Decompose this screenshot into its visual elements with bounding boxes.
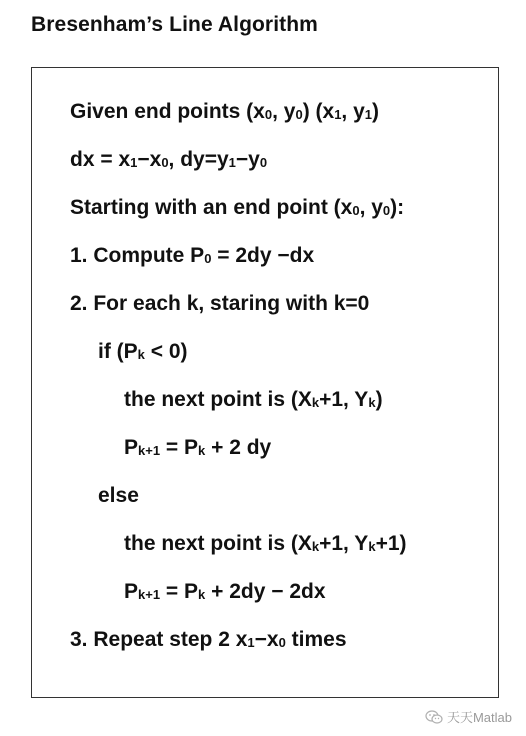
algo-line-dx-dy: dx = x1−x0, dy=y1−y0 [70, 148, 268, 171]
watermark-text: 天天Matlab [446, 710, 512, 725]
algo-step-2-for-each-k: 2. For each k, staring with k=0 [70, 292, 370, 315]
algo-step-3-repeat: 3. Repeat step 2 x1−x0 times [70, 628, 347, 651]
algo-if-p-update: Pk+1 = Pk + 2 dy [124, 436, 272, 459]
algo-else: else [98, 484, 139, 507]
algo-else-p-update: Pk+1 = Pk + 2dy − 2dx [124, 580, 326, 603]
algo-step-1-compute-p0: 1. Compute P0 = 2dy −dx [70, 244, 315, 267]
watermark [425, 707, 512, 726]
algo-line-starting-point: Starting with an end point (x0, y0): [70, 196, 405, 219]
page-title: Bresenham’s Line Algorithm [31, 13, 318, 36]
algo-line-given-end-points: Given end points (x0, y0) (x1, y1) [70, 100, 380, 123]
algo-else-next-point: the next point is (Xk+1, Yk+1) [124, 532, 407, 555]
algo-if-next-point: the next point is (Xk+1, Yk) [124, 388, 383, 411]
wechat-icon [425, 709, 443, 725]
algo-if-condition: if (Pk < 0) [98, 340, 188, 363]
